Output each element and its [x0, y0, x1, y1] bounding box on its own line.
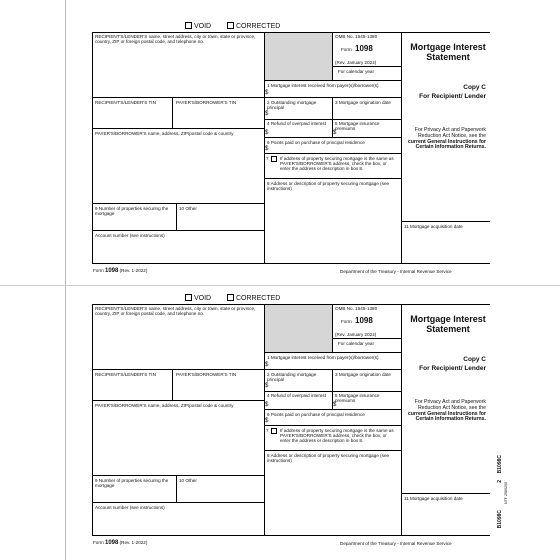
box8-label: 8 Address or description of property securing mortgage (see instructions): [267, 181, 390, 191]
form-word: Form: [341, 319, 352, 324]
revision-date: (Rev. January 2022): [335, 332, 377, 337]
void-checkbox-row[interactable]: [185, 294, 211, 302]
for-recipient-label: For Recipient/ Lender: [419, 93, 486, 100]
for-recipient-label: For Recipient/ Lender: [419, 365, 486, 372]
footer-form-word: Form: [93, 268, 104, 273]
box7-label: If address of property securing mortgage is the same as PAYER'S/BORROWER'S address, check the box, or enter the address or description in box 8.: [280, 156, 394, 171]
footer-form-word: Form: [93, 540, 104, 545]
copy-c-label: Copy C: [463, 84, 486, 91]
shaded-area: [265, 33, 332, 80]
box9-label: 9 Number of properties securing the mortgage: [95, 478, 169, 488]
box6-dollar: $: [265, 418, 269, 424]
box7-number: 7: [266, 156, 269, 161]
form-1098-copy-c-top: [92, 20, 490, 274]
calendar-year-label: For calendar year: [338, 341, 375, 346]
box4-dollar: $: [265, 402, 269, 408]
box8-label: 8 Address or description of property securing mortgage (see instructions): [267, 453, 390, 463]
box2-dollar: $: [265, 111, 269, 117]
corrected-checkbox[interactable]: [227, 294, 234, 301]
side-code-middle: 2: [497, 480, 503, 483]
box2-label: 2 Outstanding mortgage principal: [267, 372, 317, 382]
box6-label: 6 Points paid on purchase of principal residence: [267, 140, 365, 145]
box4-dollar: $: [265, 130, 269, 136]
left-margin-line: [65, 0, 66, 560]
box4-label: 4 Refund of overpaid interest: [267, 393, 326, 398]
box5-dollar: $: [333, 130, 337, 136]
box1-label: 1 Mortgage interest received from payer(s)/borrower(s): [267, 355, 379, 360]
box1-dollar: $: [265, 90, 269, 96]
footer-department: Department of the Treasury - Internal Revenue Service: [340, 269, 452, 274]
void-checkbox-row[interactable]: [185, 22, 211, 30]
box2-dollar: $: [265, 383, 269, 389]
privacy-notice-part1: For Privacy Act and Paperwork Reduction Act Notice, see the: [414, 399, 486, 411]
account-number-label: Account number (see instructions): [95, 505, 165, 510]
payer-name-label: PAYER'S/BORROWER'S name, address, ZIP/postal code & country: [95, 131, 234, 136]
corrected-label: CORRECTED: [236, 295, 281, 302]
footer-rev: (Rev. 1-2022): [119, 268, 148, 273]
privacy-notice-text: [404, 128, 486, 151]
omb-number: OMB No. 1545-1380: [335, 306, 378, 311]
form-1098-copy-c-bottom: [92, 292, 490, 550]
privacy-notice-part2: current General Instructions for Certain Information Returns.: [407, 410, 486, 423]
account-number-label: Account number (see instructions): [95, 233, 165, 238]
form-title: Mortgage Interest Statement: [410, 314, 486, 334]
form-word: Form: [341, 47, 352, 52]
copy-c-label: Copy C: [463, 356, 486, 363]
box7-number: 7: [266, 428, 269, 433]
privacy-notice-part1: For Privacy Act and Paperwork Reduction Act Notice, see the: [414, 127, 486, 139]
box9-label: 9 Number of properties securing the mortgage: [95, 206, 169, 216]
box6-label: 6 Points paid on purchase of principal residence: [267, 412, 365, 417]
form-number: 1098: [355, 44, 373, 53]
footer-department: Department of the Treasury - Internal Revenue Service: [340, 541, 452, 546]
box7-checkbox[interactable]: [271, 156, 277, 162]
form-number: 1098: [355, 316, 373, 325]
side-code-bottom: B1098C: [497, 510, 503, 529]
box5-label: 5 Mortgage insurance premiums: [335, 393, 380, 403]
footer-form-number: 1098: [105, 268, 119, 274]
box7-label: If address of property securing mortgage is the same as PAYER'S/BORROWER'S address, check the box, or enter the address or description in box 8.: [280, 428, 394, 443]
void-label: VOID: [194, 23, 212, 30]
box11-label: 11 Mortgage acquisition date: [404, 224, 463, 229]
void-label: VOID: [194, 295, 212, 302]
privacy-notice-part2: current General Instructions for Certain Information Returns.: [407, 138, 486, 151]
box1-label: 1 Mortgage interest received from payer(s)/borrower(s): [267, 83, 379, 88]
box1-dollar: $: [265, 362, 269, 368]
box3-label: 3 Mortgage origination date: [335, 100, 391, 105]
recipient-tin-label: RECIPIENT'S/LENDER'S TIN: [95, 100, 156, 105]
side-code-top: B1098C: [497, 455, 503, 474]
perforation-line: [0, 285, 560, 286]
corrected-checkbox-row[interactable]: [227, 294, 280, 302]
footer-form-number: 1098: [105, 540, 119, 546]
revision-date: (Rev. January 2022): [335, 60, 377, 65]
box10-label: 10 Other: [179, 478, 197, 483]
void-checkbox[interactable]: [185, 22, 192, 29]
recipient-name-label: RECIPIENT'S/LENDER'S name, street address, city or town, state or province, country, ZIP or foreign postal code, and telephone no.: [95, 306, 256, 316]
box7-checkbox[interactable]: [271, 428, 277, 434]
calendar-year-label: For calendar year: [338, 69, 375, 74]
box6-dollar: $: [265, 146, 269, 152]
box4-label: 4 Refund of overpaid interest: [267, 121, 326, 126]
footer-form-id: [93, 268, 147, 274]
box11-label: 11 Mortgage acquisition date: [404, 496, 463, 501]
shaded-area: [265, 305, 332, 352]
void-checkbox[interactable]: [185, 294, 192, 301]
footer-rev: (Rev. 1-2022): [119, 540, 148, 545]
footer-form-id: [93, 540, 147, 546]
box2-label: 2 Outstanding mortgage principal: [267, 100, 317, 110]
box5-label: 5 Mortgage insurance premiums: [335, 121, 380, 131]
recipient-name-label: RECIPIENT'S/LENDER'S name, street address, city or town, state or province, country, ZIP or foreign postal code, and telephone no.: [95, 34, 256, 44]
box5-dollar: $: [333, 402, 337, 408]
payer-tin-label: PAYER'S/BORROWER'S TIN: [176, 100, 237, 105]
corrected-label: CORRECTED: [236, 23, 281, 30]
payer-name-label: PAYER'S/BORROWER'S name, address, ZIP/postal code & country: [95, 403, 234, 408]
recipient-tin-label: RECIPIENT'S/LENDER'S TIN: [95, 372, 156, 377]
box10-label: 10 Other: [179, 206, 197, 211]
corrected-checkbox-row[interactable]: [227, 22, 280, 30]
box3-label: 3 Mortgage origination date: [335, 372, 391, 377]
side-small-code: NTF 2580200: [504, 482, 508, 504]
payer-tin-label: PAYER'S/BORROWER'S TIN: [176, 372, 237, 377]
corrected-checkbox[interactable]: [227, 22, 234, 29]
privacy-notice-text: [404, 400, 486, 423]
form-title: Mortgage Interest Statement: [410, 42, 486, 62]
omb-number: OMB No. 1545-1380: [335, 34, 378, 39]
